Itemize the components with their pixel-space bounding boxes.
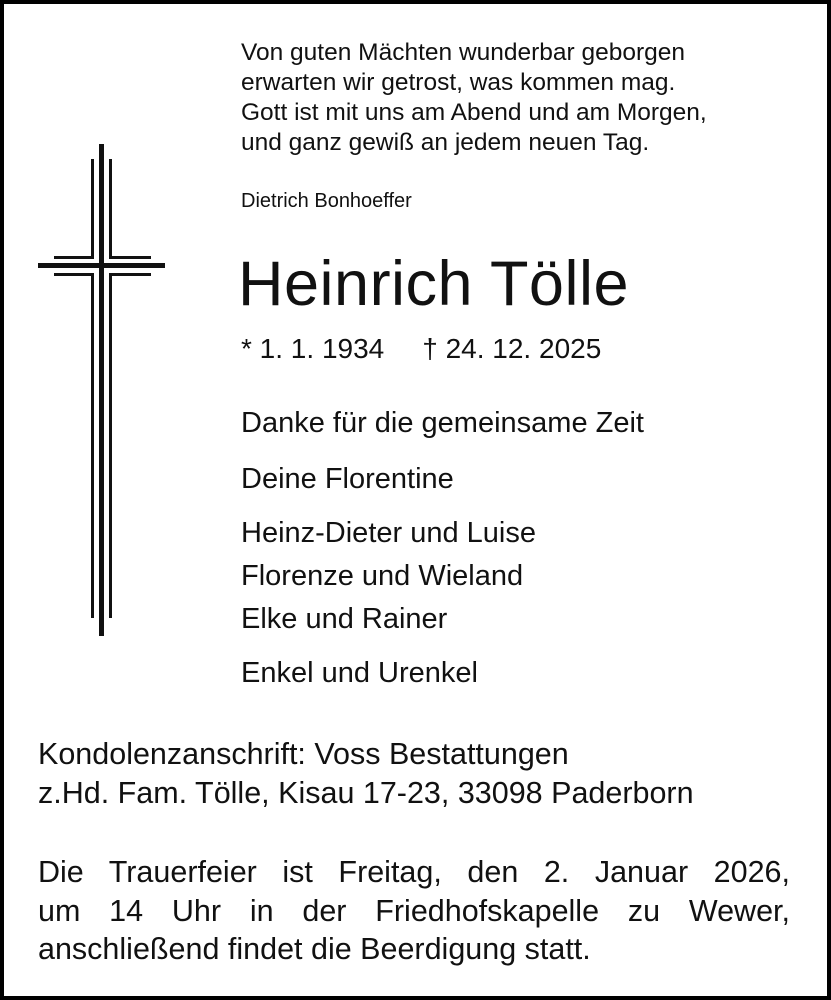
funeral-info: Die Trauerfeier ist Freitag, den 2. Januar 2026,	[38, 855, 790, 889]
mourner-child: Elke und Rainer	[241, 603, 448, 635]
poem-line: Von guten Mächten wunderbar geborgen	[241, 39, 686, 66]
funeral-info: anschließend findet die Beerdigung statt.	[38, 932, 591, 966]
life-dates	[241, 333, 601, 365]
poem-line: erwarten wir getrost, was kommen mag.	[241, 69, 676, 96]
funeral-info: um 14 Uhr in der Friedhofskapelle zu Wewer,	[38, 894, 790, 928]
birth-date: * 1. 1. 1934	[241, 333, 385, 364]
poem-author: Dietrich Bonhoeffer	[241, 190, 412, 212]
thanks-line: Danke für die gemeinsame Zeit	[241, 407, 644, 439]
mourner-child: Florenze und Wieland	[241, 560, 524, 592]
condolence-address: Kondolenzanschrift: Voss Bestattungen	[38, 737, 569, 771]
condolence-address: z.Hd. Fam. Tölle, Kisau 17-23, 33098 Paderborn	[38, 776, 694, 810]
death-date: † 24. 12. 2025	[422, 333, 602, 364]
mourner-grandchildren: Enkel und Urenkel	[241, 657, 478, 689]
mourner-spouse: Deine Florentine	[241, 463, 454, 495]
deceased-name: Heinrich Tölle	[238, 249, 629, 319]
poem-line: und ganz gewiß an jedem neuen Tag.	[241, 129, 650, 156]
poem-line: Gott ist mit uns am Abend und am Morgen,	[241, 99, 707, 126]
mourner-child: Heinz-Dieter und Luise	[241, 517, 536, 549]
